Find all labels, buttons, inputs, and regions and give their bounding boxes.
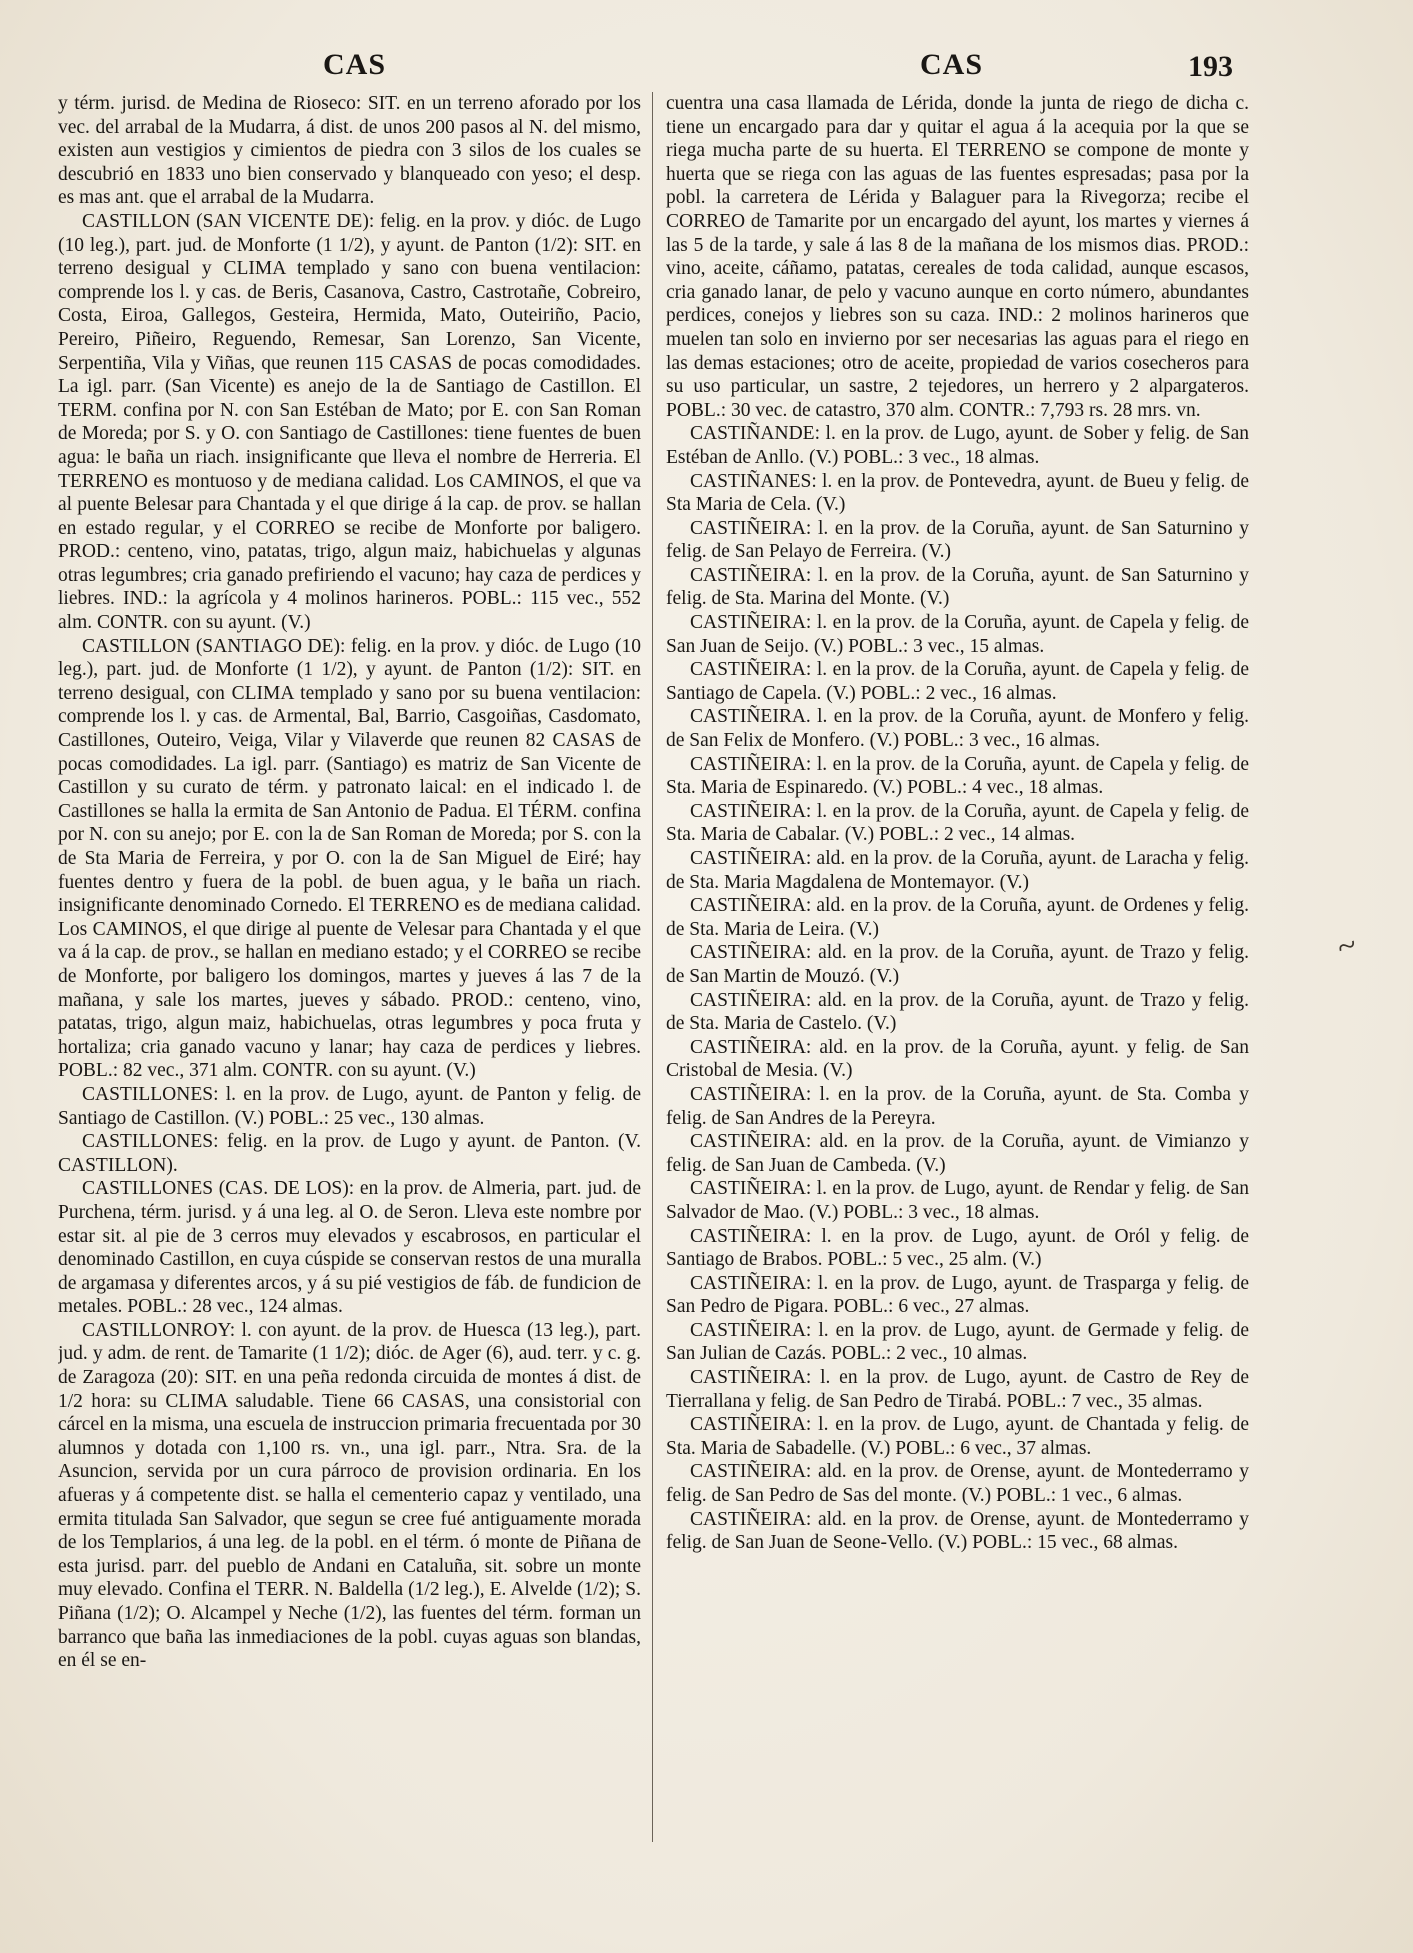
entry-paragraph: CASTIÑEIRA: l. en la prov. de Lugo, ayunt. de Trasparga y felig. de San Pedro de Pigara. POBL.: 6 vec., 27 almas.: [666, 1272, 1249, 1318]
entry-paragraph: CASTIÑEIRA: l. en la prov. de Lugo, ayunt. de Oról y felig. de Santiago de Brabos. POBL.: 5 vec., 25 alm. (V.): [666, 1225, 1249, 1271]
entry-paragraph: CASTILLONES (CAS. DE LOS): en la prov. de Almeria, part. jud. de Purchena, térm. jurisd. y á una leg. al O. de Seron. Lleva este nombre por estar sit. al pie de 3 cerros muy elevados y escabrosos, en particular el denominado Castillon, en cuya cúspide se conservan restos de una muralla de argamasa y diferentes arcos, y á su pié vestigios de fáb. de fundicion de metales. POBL.: 28 vec., 124 almas.: [58, 1178, 641, 1318]
entry-paragraph: CASTIÑEIRA: l. en la prov. de Lugo, ayunt. de Chantada y felig. de Sta. Maria de Sabadelle. (V.) POBL.: 6 vec., 37 almas.: [666, 1414, 1249, 1459]
entry-paragraph: CASTIÑEIRA: l. en la prov. de la Coruña, ayunt. de San Saturnino y felig. de San Pelayo de Ferreira. (V.): [666, 517, 1249, 563]
entry-paragraph: CASTIÑANES: l. en la prov. de Pontevedra, ayunt. de Bueu y felig. de Sta Maria de Cela. (V.): [666, 470, 1249, 516]
entry-paragraph: CASTIÑEIRA: ald. en la prov. de la Coruña, ayunt. de Trazo y felig. de Sta. Maria de Castelo. (V.): [666, 989, 1249, 1035]
entry-paragraph: CASTIÑEIRA: l. en la prov. de la Coruña, ayunt. de Capela y felig. de Santiago de Capela. (V.) POBL.: 2 vec., 16 almas.: [666, 659, 1249, 704]
entry-paragraph: CASTILLON (SAN VICENTE DE): felig. en la prov. y dióc. de Lugo (10 leg.), part. jud. de Monforte (1 1/2), y ayunt. de Panton (1/2): SIT. en terreno desigual y CLIMA templado y sano con buena ventilacion: comprende los l. y cas. de Beris, Casanova, Castro, Castrotañe, Cobreiro, Costa, Eiroa, Gallegos, Gesteira, Hermida, Mato, Outeiriño, Pacio, Pereiro, Piñeiro, Reguendo, Remesar, San Lorenzo, San Vicente, Serpentiña, Vila y Viñas, que reunen 115 CASAS de pocas comodidades. La igl. parr. (San Vicente) es anejo de la de Santiago de Castillon. El TERM. confina por N. con San Estéban de Mato; por E. con San Roman de Moreda; por S. y O. con Santiago de Castillones: tiene fuentes de buen agua: le baña un riach. insignificante que lleva el nombre de Herreria. El TERRENO es montuoso y de mediana calidad. Los CAMINOS, el que va al puente Belesar para Chantada y el que dirige á la cap. de prov. se hallan en estado regular, y el CORREO se recibe de Monforte por baligero. PROD.: centeno, vino, patatas, trigo, algun maiz, habichuelas y algunas otras legumbres; cria ganado prefiriendo el vacuno; hay caza de perdices y liebres. IND.: la agrícola y 4 molinos harineros. POBL.: 115 vec., 552 alm. CONTR. con su ayunt. (V.): [58, 210, 641, 634]
entry-paragraph: CASTIÑEIRA: l. en la prov. de Lugo, ayunt. de Germade y felig. de San Julian de Cazás. POBL.: 2 vec., 10 almas.: [666, 1319, 1249, 1365]
entry-paragraph: CASTIÑEIRA: l. en la prov. de la Coruña, ayunt. de Capela y felig. de San Juan de Seijo. (V.) POBL.: 3 vec., 15 almas.: [666, 612, 1249, 657]
entry-paragraph: CASTIÑEIRA: ald. en la prov. de la Coruña, ayunt. y felig. de San Cristobal de Mesia. (V.): [666, 1036, 1249, 1082]
entry-paragraph: CASTILLON (SANTIAGO DE): felig. en la prov. y dióc. de Lugo (10 leg.), part. jud. de Monforte (1 1/2), y ayunt. de Panton (1/2): SIT. en terreno desigual, con CLIMA templado y sano por su buena ventilacion: comprende los l. y cas. de Armental, Bal, Barrio, Casgoiñas, Casdomato, Castillones, Outeiro, Veiga, Vilar y Vilaverde que reunen 82 CASAS de pocas comodidades. La igl. parr. (Santiago) es matriz de San Vicente de Castillon y su curato de térm. y patronato laical: en el indicado l. de Castillones se halla la ermita de San Antonio de Padua. El TÉRM. confina por N. con su anejo; por E. con la de San Roman de Moreda; por S. con la de Sta Maria de Ferreira, y por O. con la de San Miguel de Eiré; hay fuentes dentro y fuera de la pobl. de buen agua, y le baña un riach. insignificante denominado Cornedo. El TERRENO es de mediana calidad. Los CAMINOS, el que dirige al puente de Velesar para Chantada y el que va á la cap. de prov., se hallan en mediano estado; y el CORREO se recibe de Monforte, por baligero los domingos, martes y jueves á las 7 de la mañana, y sale los martes, jueves y sábado. PROD.: centeno, vino, patatas, trigo, algun maiz, habichuelas, otras legumbres y poca fruta y hortaliza; cria ganado vacuno y lanar; hay caza de perdices y liebres. POBL.: 82 vec., 371 alm. CONTR. con su ayunt. (V.): [58, 635, 641, 1082]
page-header: [58, 48, 1238, 88]
entry-paragraph: CASTIÑEIRA. l. en la prov. de la Coruña, ayunt. de Monfero y felig. de San Felix de Monfero. (V.) POBL.: 3 vec., 16 almas.: [666, 706, 1249, 752]
entry-paragraph: CASTIÑEIRA: ald. en la prov. de Orense, ayunt. de Montederramo y felig. de San Pedro de Sas del monte. (V.) POBL.: 1 vec., 6 almas.: [666, 1461, 1249, 1507]
page-number: 193: [1188, 50, 1233, 83]
entry-paragraph: CASTIÑEIRA: l. en la prov. de la Coruña, ayunt. de Capela y felig. de Sta. Maria de Espinaredo. (V.) POBL.: 4 vec., 18 almas.: [666, 753, 1249, 799]
entry-paragraph: CASTIÑEIRA: ald. en la prov. de la Coruña, ayunt. de Ordenes y felig. de Sta. Maria de Leira. (V.): [666, 895, 1249, 940]
column-divider: [652, 92, 653, 1842]
entry-paragraph: CASTIÑEIRA: ald. en la prov. de la Coruña, ayunt. de Trazo y felig. de San Martin de Mouzó. (V.): [666, 942, 1249, 987]
entry-paragraph: CASTIÑEIRA: ald. en la prov. de Orense, ayunt. de Montederramo y felig. de San Juan de Seone-Vello. (V.) POBL.: 15 vec., 68 almas.: [666, 1508, 1249, 1554]
entry-paragraph: CASTIÑEIRA: l. en la prov. de Lugo, ayunt. de Castro de Rey de Tierrallana y felig. de San Pedro de Tirabá. POBL.: 7 vec., 35 almas.: [666, 1367, 1249, 1412]
entry-paragraph: CASTIÑEIRA: ald. en la prov. de la Coruña, ayunt. de Vimianzo y felig. de San Juan de Cambeda. (V.): [666, 1131, 1249, 1176]
entry-paragraph: cuentra una casa llamada de Lérida, donde la junta de riego de dicha c. tiene un encargado para dar y quitar el agua á la acequia por la que se riega mucha parte de su huerta. El TERRENO se compone de monte y huerta que se riega con las aguas de las fuentes espresadas; pasa por la pobl. la carretera de Lérida y Balaguer para la Rivegorza; recibe el CORREO de Tamarite por un encargado del ayunt, los martes y viernes á las 5 de la tarde, y sale á las 8 de la mañana de los mismos dias. PROD.: vino, aceite, cáñamo, patatas, cereales de toda calidad, aunque escasos, cria ganado lanar, de pelo y vacuno aunque en corto número, abundantes perdices, conejos y liebres son su caza. IND.: 2 molinos harineros que muelen tan solo en invierno por ser necesarias las aguas para el riego en las demas estaciones; otro de aceite, propiedad de varios cosecheros para su uso particular, un sastre, 2 tejedores, un herrero y 2 alpargateros. POBL.: 30 vec. de catastro, 370 alm. CONTR.: 7,793 rs. 28 mrs. vn.: [666, 93, 1249, 421]
entry-paragraph: CASTIÑEIRA: ald. en la prov. de la Coruña, ayunt. de Laracha y felig. de Sta. Maria Magdalena de Montemayor. (V.): [666, 848, 1249, 893]
entry-paragraph: CASTILLONES: felig. en la prov. de Lugo y ayunt. de Panton. (V. CASTILLON).: [58, 1131, 641, 1176]
running-head-right: CAS: [920, 48, 984, 81]
right-column: [666, 92, 1249, 1872]
left-column: [58, 92, 641, 1872]
entry-paragraph: CASTIÑANDE: l. en la prov. de Lugo, ayunt. de Sober y felig. de San Estéban de Anllo. (V.) POBL.: 3 vec., 18 almas.: [666, 423, 1249, 468]
entry-paragraph: y térm. jurisd. de Medina de Rioseco: SIT. en un terreno aforado por los vec. del arrabal de la Mudarra, á dist. de unos 200 pasos al N. del mismo, existen aun vestigios y cimientos de piedra con 3 silos de los cuales se descubrió en 1833 uno bien conservado y blanqueado con yeso; el desp. es mas ant. que el arrabal de la Mudarra.: [58, 93, 641, 209]
running-head-left: CAS: [323, 48, 387, 81]
entry-paragraph: CASTILLONES: l. en la prov. de Lugo, ayunt. de Panton y felig. de Santiago de Castillon. (V.) POBL.: 25 vec., 130 almas.: [58, 1083, 641, 1129]
entry-paragraph: CASTIÑEIRA: l. en la prov. de la Coruña, ayunt. de San Saturnino y felig. de Sta. Marina del Monte. (V.): [666, 564, 1249, 610]
entry-paragraph: CASTIÑEIRA: l. en la prov. de Lugo, ayunt. de Rendar y felig. de San Salvador de Mao. (V.) POBL.: 3 vec., 18 almas.: [666, 1178, 1249, 1223]
entry-paragraph: CASTIÑEIRA: l. en la prov. de la Coruña, ayunt. de Capela y felig. de Sta. Maria de Cabalar. (V.) POBL.: 2 vec., 14 almas.: [666, 800, 1249, 846]
pen-mark-icon: ~: [1332, 926, 1362, 967]
entry-paragraph: CASTILLONROY: l. con ayunt. de la prov. de Huesca (13 leg.), part. jud. y adm. de rent. de Tamarite (1 1/2); dióc. de Ager (6), aud. terr. y c. g. de Zaragoza (20): SIT. en una peña redonda circuida de montes á dist. de 1/2 hora: su CLIMA saludable. Tiene 66 CASAS, una consistorial con cárcel en la misma, una escuela de instruccion primaria frecuentada por 30 alumnos y dotada con 1,100 rs. vn., una igl. parr., Ntra. Sra. de la Asuncion, servida por un cura párroco de provision ordinaria. En los afueras y á competente dist. se halla el cementerio capaz y ventilado, una ermita titulada San Salvador, que segun se cree fué antiguamente morada de los Templarios, á una leg. de la pobl. en el térm. ó monte de Piñana de esta jurisd. parr. del pueblo de Andani en Cataluña, sit. sobre un monte muy elevado. Confina el TERR. N. Baldella (1/2 leg.), E. Alvelde (1/2); S. Piñana (1/2); O. Alcampel y Neche (1/2), las fuentes del térm. forman un barranco que baña las inmediaciones de la pobl. cuyas aguas son blandas, en él se en-: [58, 1319, 641, 1672]
entry-paragraph: CASTIÑEIRA: l. en la prov. de la Coruña, ayunt. de Sta. Comba y felig. de San Andres de la Pereyra.: [666, 1083, 1249, 1129]
